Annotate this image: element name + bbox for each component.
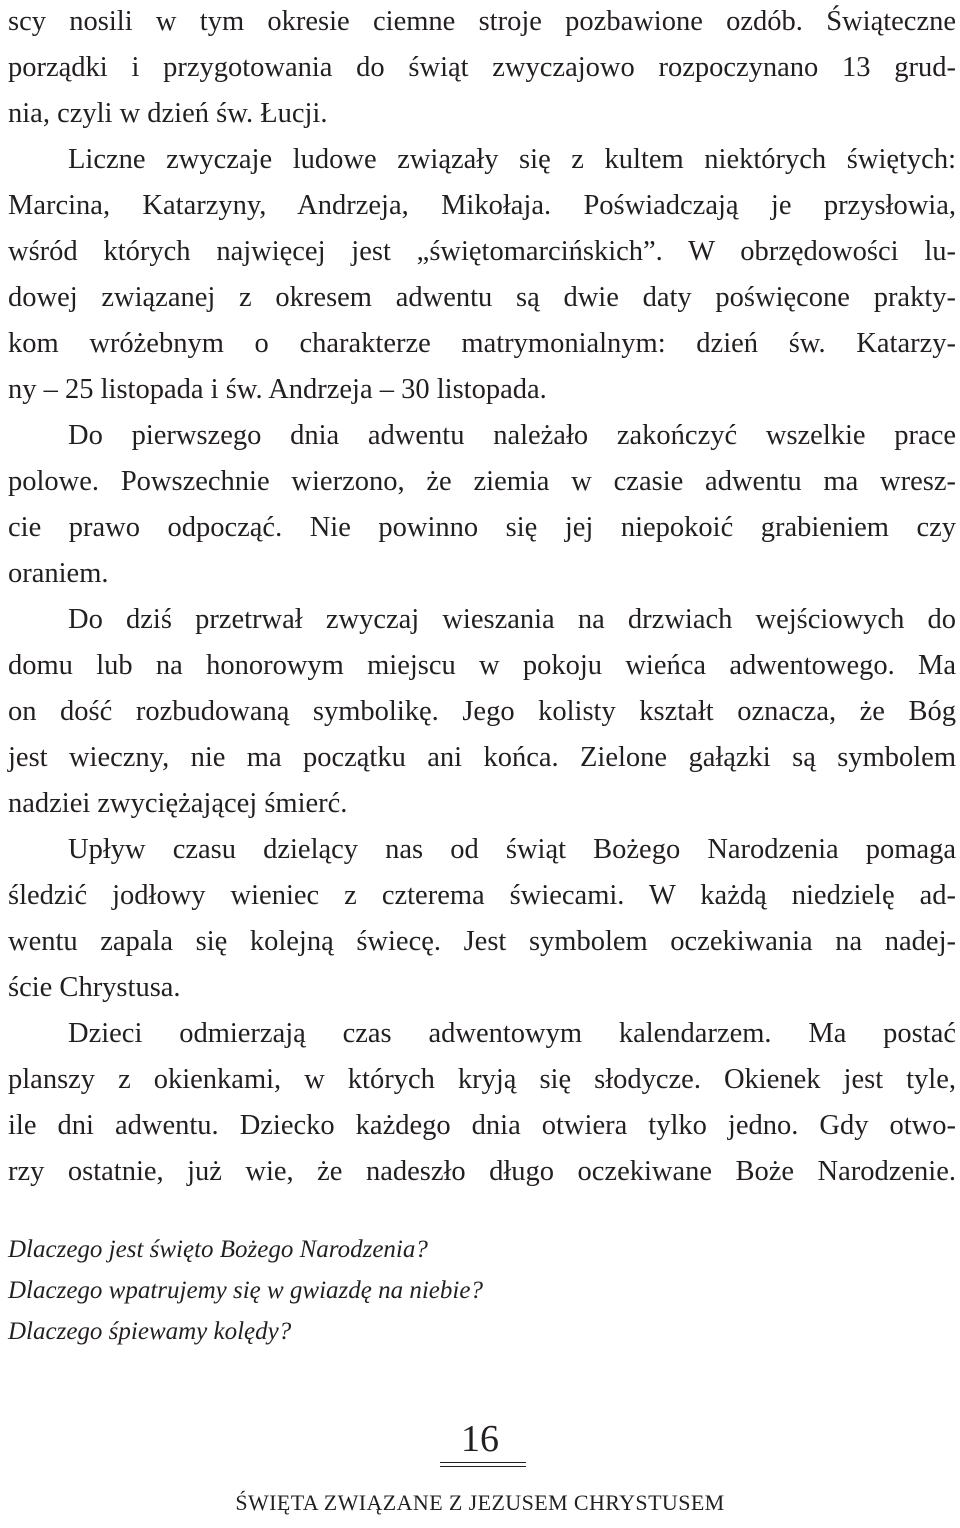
text-line: wśród których najwięcej jest „świętomarcińskich”. W obrzędowości lu- <box>8 236 956 267</box>
text-line: Upływ czasu dzielący nas od świąt Bożego Narodzenia pomaga <box>68 834 956 865</box>
text-line: polowe. Powszechnie wierzono, że ziemia w czasie adwentu ma wresz- <box>8 466 956 497</box>
text-line: rzy ostatnie, już wie, że nadeszło długo oczekiwane Boże Narodzenie. <box>8 1156 956 1187</box>
text-line: Marcina, Katarzyny, Andrzeja, Mikołaja. Poświadczają je przysłowia, <box>8 190 956 221</box>
text-line: jest wieczny, nie ma początku ani końca. Zielone gałązki są symbolem <box>8 742 956 773</box>
text-line: kom wróżebnym o charakterze matrymonialnym: dzień św. Katarzy- <box>8 328 956 359</box>
text-line: Do dziś przetrwał zwyczaj wieszania na drzwiach wejściowych do <box>68 604 956 635</box>
page-number: 16 <box>461 1418 499 1460</box>
question-line: Dlaczego śpiewamy kolędy? <box>8 1318 292 1345</box>
text-line: ny – 25 listopada i św. Andrzeja – 30 listopada. <box>8 374 547 405</box>
question-line: Dlaczego jest święto Bożego Narodzenia? <box>8 1236 428 1263</box>
text-line: nia, czyli w dzień św. Łucji. <box>8 98 328 129</box>
text-line: Liczne zwyczaje ludowe związały się z kultem niektórych świętych: <box>68 144 956 175</box>
running-footer-title: ŚWIĘTA ZWIĄZANE Z JEZUSEM CHRYSTUSEM <box>235 1490 725 1515</box>
text-line: oraniem. <box>8 558 109 589</box>
text-line: Do pierwszego dnia adwentu należało zakończyć wszelkie prace <box>68 420 956 451</box>
text-line: ście Chrystusa. <box>8 972 181 1003</box>
text-line: ile dni adwentu. Dziecko każdego dnia otwiera tylko jedno. Gdy otwo- <box>8 1110 956 1141</box>
question-line: Dlaczego wpatrujemy się w gwiazdę na niebie? <box>8 1277 483 1304</box>
text-line: Dzieci odmierzają czas adwentowym kalendarzem. Ma postać <box>68 1018 956 1049</box>
text-line: śledzić jodłowy wieniec z czterema świecami. W każdą niedzielę ad- <box>8 880 956 911</box>
text-line: nadziei zwyciężającej śmierć. <box>8 788 348 819</box>
page-number-rule <box>440 1466 526 1467</box>
text-line: wentu zapala się kolejną świecę. Jest symbolem oczekiwania na nadej- <box>8 926 956 957</box>
text-line: dowej związanej z okresem adwentu są dwie daty poświęcone prakty- <box>8 282 956 313</box>
text-line: on dość rozbudowaną symbolikę. Jego kolisty kształt oznacza, że Bóg <box>8 696 956 727</box>
page-number-rule <box>440 1462 526 1463</box>
text-line: porządki i przygotowania do świąt zwyczajowo rozpoczynano 13 grud- <box>8 52 956 83</box>
text-line: scy nosili w tym okresie ciemne stroje pozbawione ozdób. Świąteczne <box>8 6 956 37</box>
text-line: planszy z okienkami, w których kryją się słodycze. Okienek jest tyle, <box>8 1064 956 1095</box>
text-line: cie prawo odpocząć. Nie powinno się jej niepokoić grabieniem czy <box>8 512 956 543</box>
text-line: domu lub na honorowym miejscu w pokoju wieńca adwentowego. Ma <box>8 650 956 681</box>
